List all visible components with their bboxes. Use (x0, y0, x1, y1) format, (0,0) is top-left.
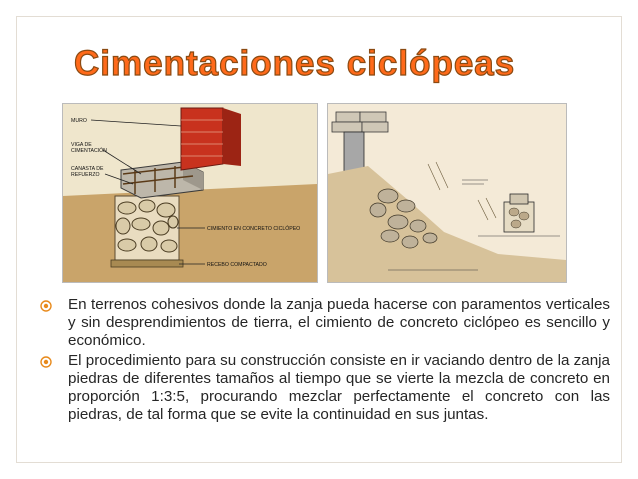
bullet-text: El procedimiento para su construcción consiste en ir vaciando dentro de la zanja piedras de diferentes tamaños al tiempo que se vierte la mezcla de concreto en proporción 1:3:5, procurando mezclar perfectamente el concreto con las piedras, de tal forma que se evite la continuidad en sus juntas. (68, 352, 610, 423)
foundation-diagram-image (62, 103, 318, 283)
label-canasta-1: CANASTA DE (71, 166, 104, 172)
label-recebo: RECEBO COMPACTADO (207, 262, 267, 268)
bullet-item (40, 352, 610, 424)
bullet-text: En terrenos cohesivos donde la zanja pueda hacerse con paramentos verticales y sin desprendimientos de tierra, el cimiento de concreto ciclópeo es sencillo y económico. (68, 296, 610, 349)
bullet-list (40, 296, 610, 426)
slide-title: Cimentaciones ciclópeas (74, 44, 516, 83)
label-cimiento: CIMIENTO EN CONCRETO CICLÓPEO (207, 226, 301, 232)
trench-sketch-drawing (328, 104, 566, 282)
label-viga-1: VIGA DE (71, 142, 92, 148)
trench-sketch-image (327, 103, 567, 283)
label-canasta-2: REFUERZO (71, 172, 100, 178)
bullet-item (40, 296, 610, 350)
label-muro: MURO (71, 118, 87, 124)
foundation-diagram-drawing (63, 104, 317, 282)
bullet-icon (40, 300, 52, 312)
label-viga-2: CIMENTACIÓN (71, 148, 107, 154)
bullet-icon (40, 356, 52, 368)
